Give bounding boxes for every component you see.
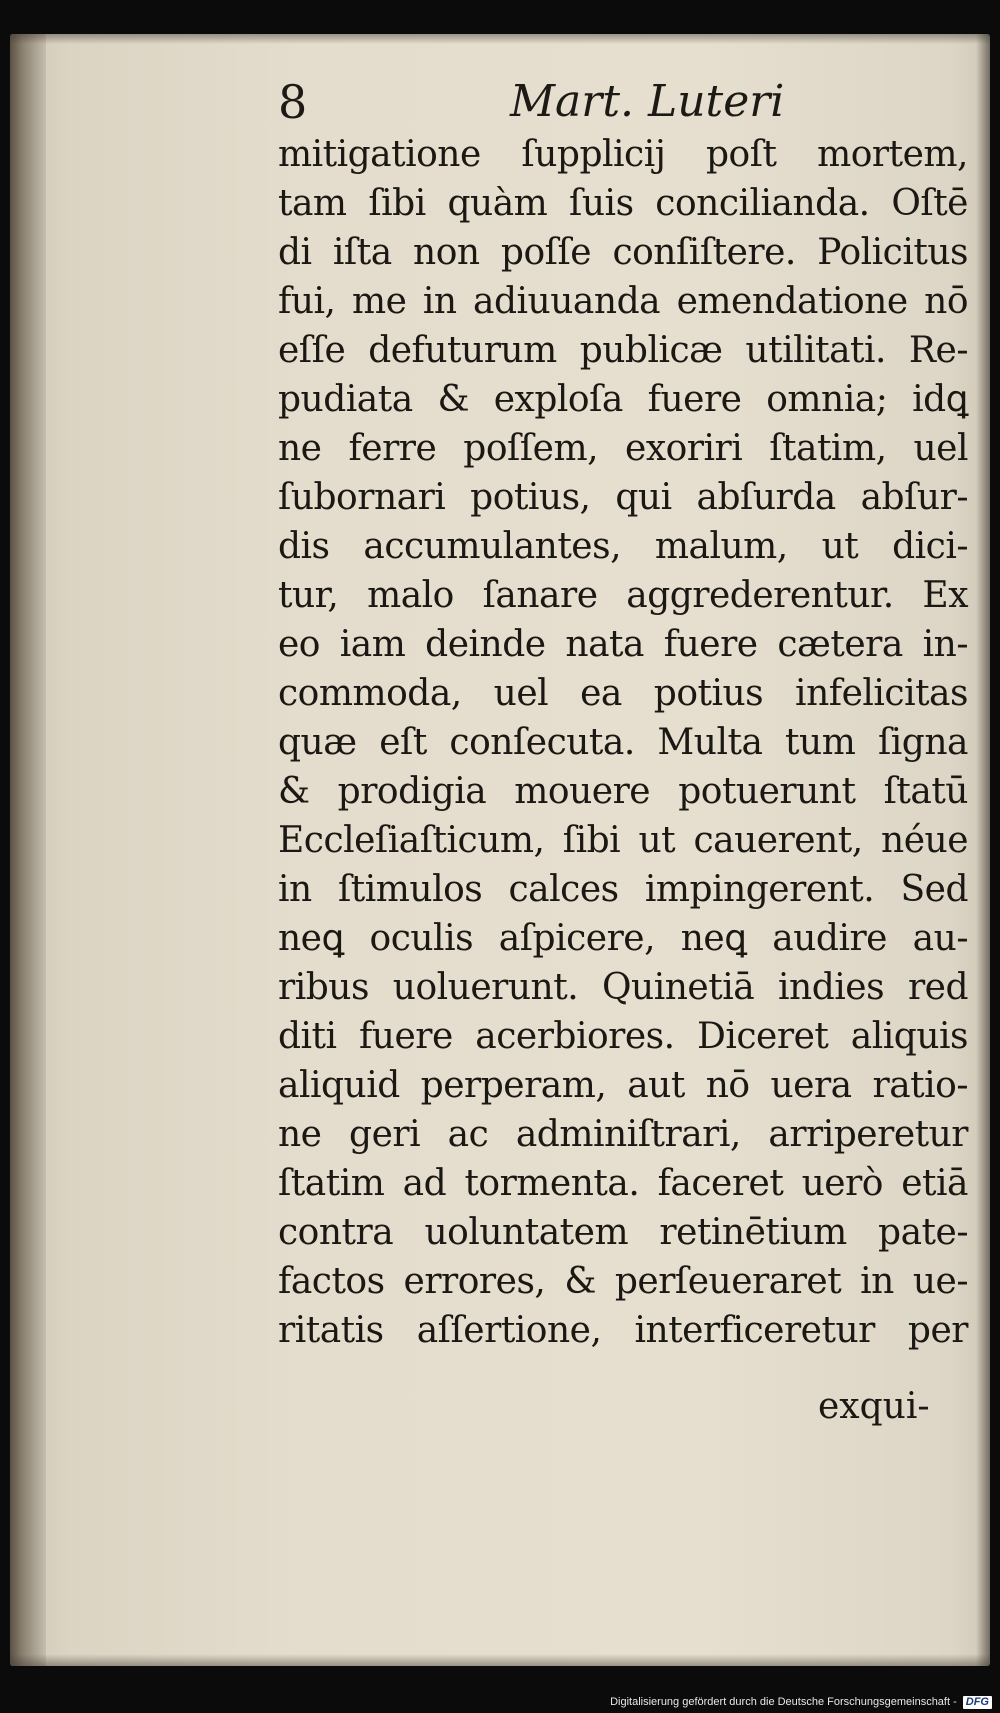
page-edge-shadow bbox=[976, 34, 990, 1666]
binding-edge bbox=[10, 34, 46, 1666]
text-line: eſſe defuturum publicæ utilitati. Re- bbox=[278, 330, 968, 371]
page-number: 8 bbox=[278, 75, 308, 129]
text-line: contra uoluntatem retinētium pate- bbox=[278, 1212, 968, 1253]
funding-credit: Digitalisierung gefördert durch die Deutsche Forschungsgemeinschaft - bbox=[610, 1696, 957, 1708]
text-line: ne ferre poſſem, exoriri ſtatim, uel bbox=[278, 428, 968, 469]
running-head: Mart. Luteri bbox=[510, 76, 785, 127]
body-text bbox=[278, 130, 968, 1355]
text-line: ritatis aſſertione, interficeretur per bbox=[278, 1310, 968, 1351]
text-line: di iſta non poſſe conſiſtere. Policitus bbox=[278, 232, 968, 273]
text-line: ſubornari potius, qui abſurda abſur- bbox=[278, 477, 968, 518]
text-line: & prodigia mouere potuerunt ſtatū bbox=[278, 771, 968, 812]
text-line: dis accumulantes, malum, ut dici- bbox=[278, 526, 968, 567]
text-line: in ſtimulos calces impingerent. Sed bbox=[278, 869, 968, 910]
text-line: Eccleſiaſticum, ſibi ut cauerent, néue bbox=[278, 820, 968, 861]
page-top-shadow bbox=[10, 34, 990, 44]
text-line: quæ eſt conſecuta. Multa tum ſigna bbox=[278, 722, 968, 763]
text-line: neꝗ oculis aſpicere, neꝗ audire au- bbox=[278, 918, 968, 959]
text-line: eo iam deinde nata fuere cætera in- bbox=[278, 624, 968, 665]
text-line: aliquid perperam, aut nō uera ratio- bbox=[278, 1065, 968, 1106]
catchword: exqui- bbox=[818, 1386, 930, 1427]
text-line: tur, malo ſanare aggrederentur. Ex bbox=[278, 575, 968, 616]
text-line: commoda, uel ea potius infelicitas bbox=[278, 673, 968, 714]
text-line: ne geri ac adminiſtrari, arriperetur bbox=[278, 1114, 968, 1155]
text-line: mitigatione ſupplicij poſt mortem, bbox=[278, 134, 968, 175]
text-line: tam ſibi quàm ſuis concilianda. Oſtē bbox=[278, 183, 968, 224]
text-line: factos errores, & perſeueraret in ue- bbox=[278, 1261, 968, 1302]
text-line: pudiata & exploſa fuere omnia; idꝗ bbox=[278, 379, 968, 420]
page-header bbox=[278, 72, 798, 132]
page-bottom-shadow bbox=[10, 1654, 990, 1666]
text-line: ribus uoluerunt. Quinetiā indies red bbox=[278, 967, 968, 1008]
text-line: diti fuere acerbiores. Diceret aliquis bbox=[278, 1016, 968, 1057]
footer-credit bbox=[610, 1694, 992, 1710]
dfg-logo: DFG bbox=[963, 1696, 992, 1709]
text-line: fui, me in adiuuanda emendatione nō bbox=[278, 281, 968, 322]
text-line: ſtatim ad tormenta. faceret uerò etiā bbox=[278, 1163, 968, 1204]
